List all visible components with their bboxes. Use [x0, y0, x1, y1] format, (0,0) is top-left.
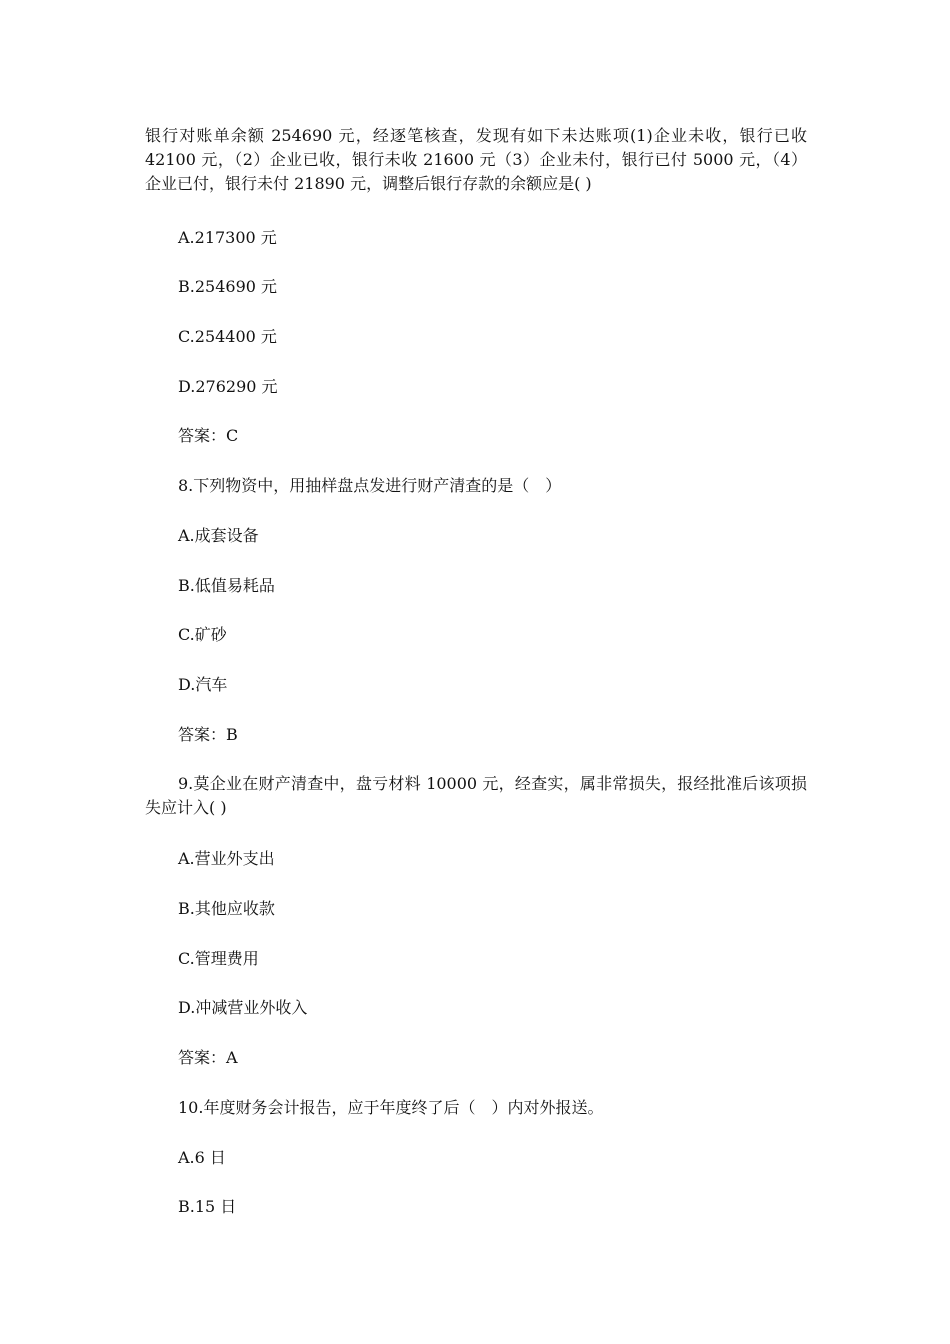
question-10-option-a: A.6 日 — [178, 1148, 226, 1167]
question-8-option-b: B.低值易耗品 — [178, 576, 275, 595]
question-7-option-b: B.254690 元 — [178, 277, 278, 296]
question-9-option-d: D.冲减营业外收入 — [178, 998, 308, 1017]
question-7-stem: 银行对账单余额 254690 元，经逐笔核查，发现有如下未达账项(1)企业未收，银行已收 42100 元，（2）企业已收，银行未收 21600 元（3）企业未付，银行已付 5000 元，（4）企业已付，银行未付 21890 元，调整后银行存款的余额应是( ) — [145, 126, 807, 193]
question-8-option-a: A.成套设备 — [178, 526, 259, 545]
question-10-option-b: B.15 日 — [178, 1197, 237, 1216]
question-7-option-d: D.276290 元 — [178, 377, 278, 396]
question-8-stem: 8.下列物资中，用抽样盘点发进行财产清查的是（ ） — [178, 476, 562, 495]
question-9-answer: 答案：A — [178, 1048, 238, 1067]
question-7-option-a: A.217300 元 — [178, 228, 277, 247]
question-8-option-d: D.汽车 — [178, 675, 228, 694]
question-8-answer: 答案：B — [178, 725, 238, 744]
question-7-option-c: C.254400 元 — [178, 327, 277, 346]
question-9-option-c: C.管理费用 — [178, 949, 259, 968]
question-9-option-a: A.营业外支出 — [178, 849, 275, 868]
question-10-stem: 10.年度财务会计报告，应于年度终了后（ ）内对外报送。 — [178, 1098, 604, 1117]
question-9-option-b: B.其他应收款 — [178, 899, 275, 918]
question-7-answer: 答案：C — [178, 426, 239, 445]
question-8-option-c: C.矿砂 — [178, 625, 227, 644]
question-9-stem: 9.莫企业在财产清查中，盘亏材料 10000 元，经查实，属非常损失，报经批准后该项损失应计入( ) — [145, 774, 807, 817]
